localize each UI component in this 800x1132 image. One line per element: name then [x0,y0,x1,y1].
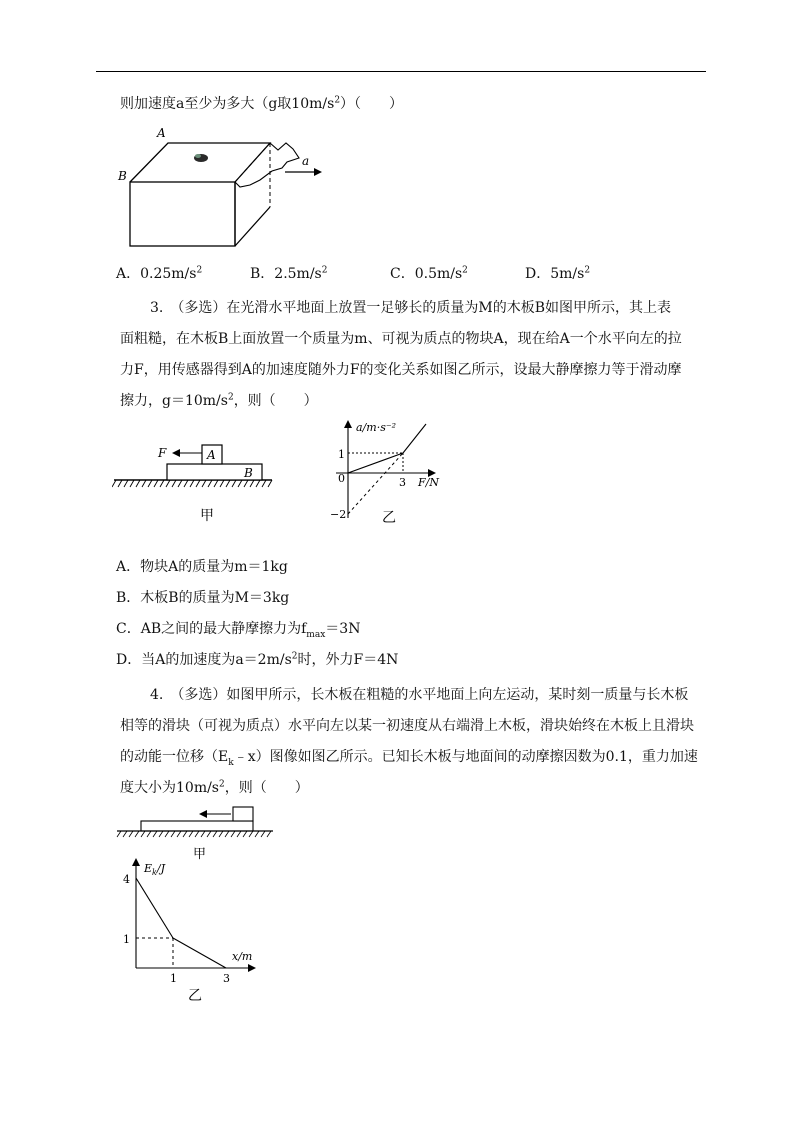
q3-option-b: B．木板B的质量为M＝3kg [116,590,290,606]
q3-label-f: F [158,446,167,460]
q3-tick-y1: 1 [338,448,345,461]
q4-fig-jia [115,802,275,862]
q3-ylabel: a/m·s⁻² [356,421,397,434]
q4-segment-2 [173,938,226,968]
q2-tail-post: ）（ ） [340,96,404,112]
q3-label-b: B [244,466,253,480]
header-rule [96,71,706,72]
q2-label-a: A [157,126,166,140]
q4-line-4: 度大小为$10m/s^2$，则（ ） [120,779,309,796]
q3-option-a: A．物块A的质量为m＝1kg [116,559,288,575]
q4-line-2: 相等的滑块（可视为质点）水平向左以某一初速度从右端滑上木板，滑块始终在木板上且滑块 [120,718,694,734]
q2-option-b: B．$2.5m/s^2$ [250,265,328,282]
q4-caption-yi: 乙 [188,988,202,1004]
q3-option-d: D．当A的加速度为$a=2m/s^2$时，外力F＝4N [116,651,399,668]
q3-line-shared [348,453,403,473]
q2-question-tail [120,94,403,114]
q4-tick-x3: 3 [223,972,230,985]
q3-line-2: 面粗糙，在木板B上面放置一个质量为m、可视为质点的物块A，现在给A一个水平向左的拉 [120,331,682,347]
q2-tail-sup: 2 [334,95,341,106]
q2-option-c: C．$0.5m/s^2$ [390,265,468,282]
q3-fig-jia [112,440,282,525]
q4-line-1: 4. （多选）如图甲所示，长木板在粗糙的水平地面上向左运动，某时刻一质量与长木板 [150,687,689,703]
q4-fig-yi [118,856,268,1006]
q2-tail-text: 则加速度a至少为多大（g取10m/s [120,96,335,112]
q4-ylabel: $E_k/J$ [144,862,166,877]
q2-label-b: B [118,169,127,183]
q3-line-4: 擦力，$g=10m/s^2$，则（ ） [120,392,318,409]
q4-line-3: 的动能一位移$(E_k﹣x)$图像如图乙所示。已知长木板与地面间的动摩擦因数为0.1，重力加速 [120,749,698,768]
q3-caption-jia: 甲 [200,508,214,524]
q3-tick-0: 0 [338,472,345,485]
q4-tick-x1: 1 [170,972,177,985]
q4-tick-y4: 4 [123,873,130,886]
q2-box-figure [110,122,340,257]
q3-xlabel: F/N [418,476,439,489]
q3-line-extension [348,453,403,514]
q4-caption-jia: 甲 [193,847,207,862]
q4-board [141,821,253,831]
q3-fig-yi [318,418,468,528]
q2-option-d: D．$5m/s^2$ [525,265,591,282]
q3-line-1: 3. （多选）在光滑水平地面上放置一足够长的质量为M的木板B如图甲所示，其上表 [150,300,671,316]
q4-block [233,807,253,821]
q3-option-c: C．AB之间的最大静摩擦力为$f_{max}=3N$ [116,621,361,640]
q4-tick-y1: 1 [123,933,130,946]
q2-label-accel: a [302,154,310,168]
q4-segment-1 [136,878,173,938]
q3-line-3: 力F，用传感器得到A的加速度随外力F的变化关系如图乙所示，设最大静摩擦力等于滑动摩 [120,362,682,378]
q3-caption-yi: 乙 [382,510,396,526]
q3-line-separate [403,424,426,453]
q3-tick-x3: 3 [399,476,406,489]
q3-label-a: A [207,448,216,462]
q4-xlabel: x/m [232,950,253,963]
q3-tick-ym2: −2 [330,508,347,521]
q2-option-a: A．$0.25m/s^2$ [116,265,203,282]
